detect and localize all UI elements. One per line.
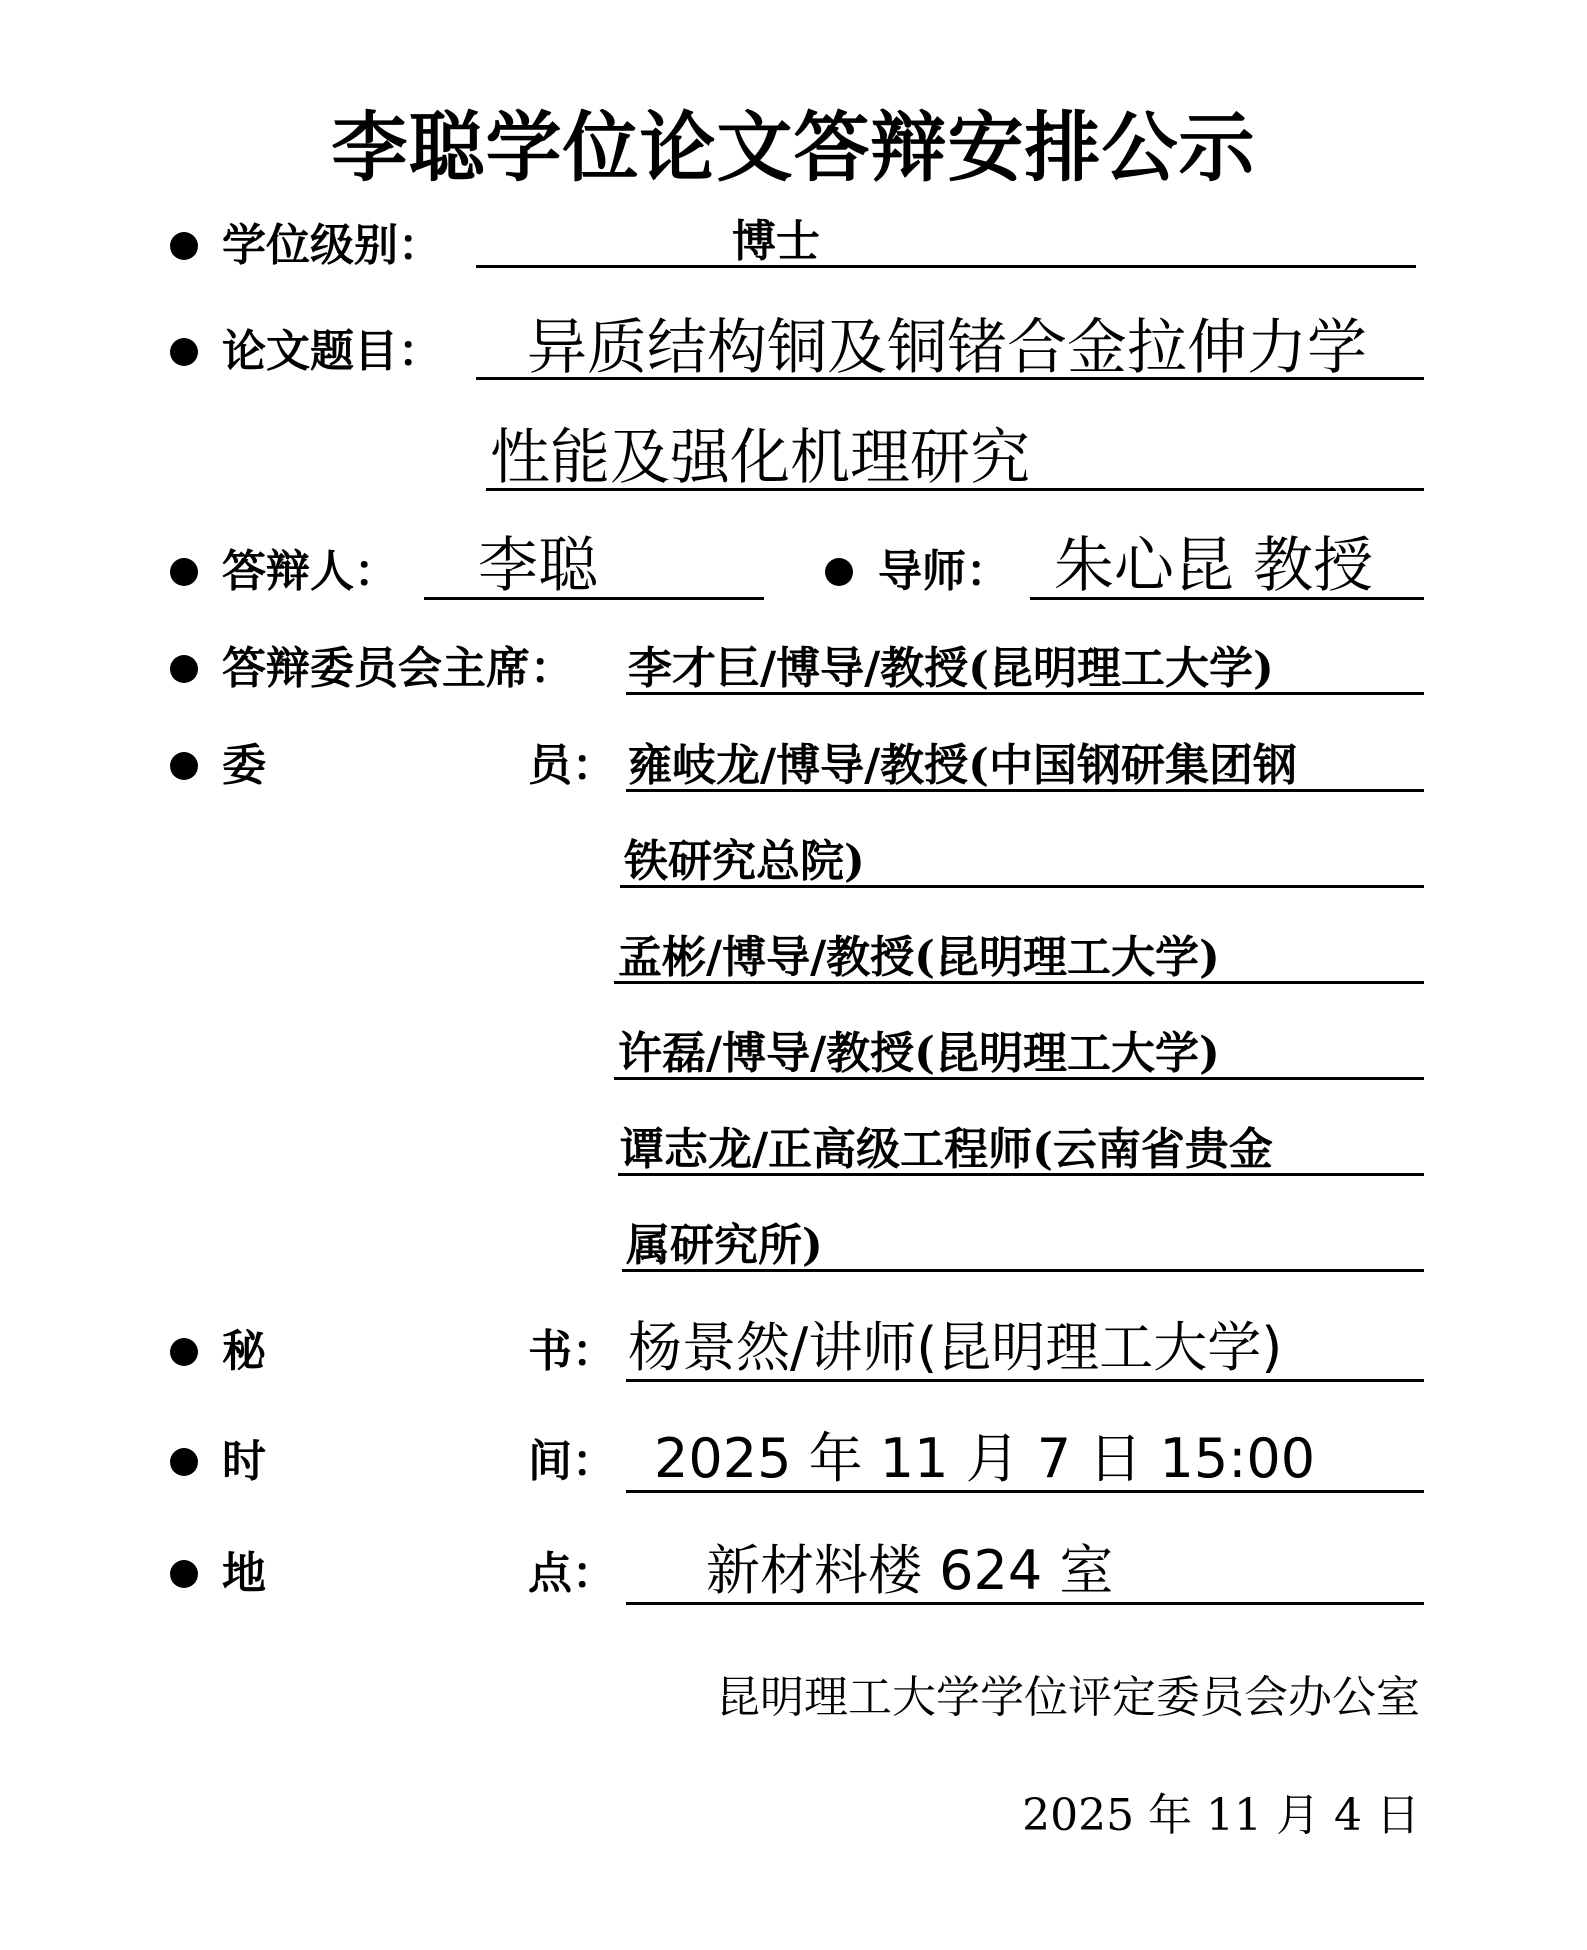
thesis-title-line2: 性能及强化机理研究 bbox=[490, 423, 1030, 493]
time-label-right: 间： bbox=[528, 1436, 616, 1487]
member-underline bbox=[622, 1269, 1424, 1272]
chair-value: 李才巨/博导/教授(昆明理工大学) bbox=[628, 643, 1274, 694]
defender-value: 李聪 bbox=[478, 531, 598, 601]
member-underline bbox=[614, 981, 1424, 984]
advisor-label: 导师： bbox=[878, 546, 1010, 597]
time-value: 2025 年 11 月 7 日 15:00 bbox=[654, 1427, 1316, 1490]
secretary-label-left: 秘 bbox=[222, 1326, 266, 1377]
thesis-underline-1 bbox=[476, 377, 1424, 380]
defender-underline bbox=[424, 597, 764, 600]
member-line: 雍岐龙/博导/教授(中国钢研集团钢 bbox=[628, 740, 1297, 791]
member-underline bbox=[626, 789, 1424, 792]
member-underline bbox=[618, 1173, 1424, 1176]
issue-date: 2025 年 11 月 4 日 bbox=[1022, 1790, 1420, 1841]
degree-label: 学位级别： bbox=[222, 220, 442, 271]
member-underline bbox=[614, 1077, 1424, 1080]
member-line: 属研究所) bbox=[626, 1220, 823, 1271]
bullet-icon bbox=[170, 1560, 198, 1588]
advisor-value: 朱心昆 教授 bbox=[1054, 531, 1374, 601]
bullet-icon bbox=[825, 558, 853, 586]
issuer: 昆明理工大学学位评定委员会办公室 bbox=[716, 1672, 1420, 1723]
degree-value: 博士 bbox=[732, 216, 820, 267]
bullet-icon bbox=[170, 232, 198, 260]
location-underline bbox=[626, 1602, 1424, 1605]
bullet-icon bbox=[170, 1448, 198, 1476]
bullet-icon bbox=[170, 752, 198, 780]
members-label-right: 员： bbox=[528, 740, 616, 791]
page-title: 李聪学位论文答辩安排公示 bbox=[331, 103, 1256, 192]
members-label-left: 委 bbox=[222, 740, 266, 791]
chair-label: 答辩委员会主席： bbox=[222, 643, 574, 694]
secretary-value: 杨景然/讲师(昆明理工大学) bbox=[628, 1316, 1283, 1379]
bullet-icon bbox=[170, 338, 198, 366]
time-underline bbox=[626, 1490, 1424, 1493]
location-label-left: 地 bbox=[222, 1548, 266, 1599]
secretary-label-right: 书： bbox=[528, 1326, 616, 1377]
advisor-underline bbox=[1030, 597, 1424, 600]
member-line: 谭志龙/正高级工程师(云南省贵金 bbox=[620, 1124, 1273, 1175]
member-line: 许磊/博导/教授(昆明理工大学) bbox=[618, 1028, 1220, 1079]
time-label-left: 时 bbox=[222, 1436, 266, 1487]
member-line: 孟彬/博导/教授(昆明理工大学) bbox=[618, 932, 1220, 983]
thesis-label: 论文题目： bbox=[222, 326, 442, 377]
chair-underline bbox=[626, 692, 1424, 695]
member-line: 铁研究总院) bbox=[624, 836, 865, 887]
bullet-icon bbox=[170, 655, 198, 683]
degree-underline bbox=[476, 265, 1416, 268]
bullet-icon bbox=[170, 558, 198, 586]
secretary-underline bbox=[626, 1379, 1424, 1382]
member-underline bbox=[620, 885, 1424, 888]
location-label-right: 点： bbox=[528, 1548, 616, 1599]
bullet-icon bbox=[170, 1338, 198, 1366]
thesis-underline-2 bbox=[486, 488, 1424, 491]
location-value: 新材料楼 624 室 bbox=[706, 1539, 1114, 1602]
defender-label: 答辩人： bbox=[222, 546, 398, 597]
thesis-title-line1: 异质结构铜及铜锗合金拉伸力学 bbox=[527, 313, 1367, 383]
